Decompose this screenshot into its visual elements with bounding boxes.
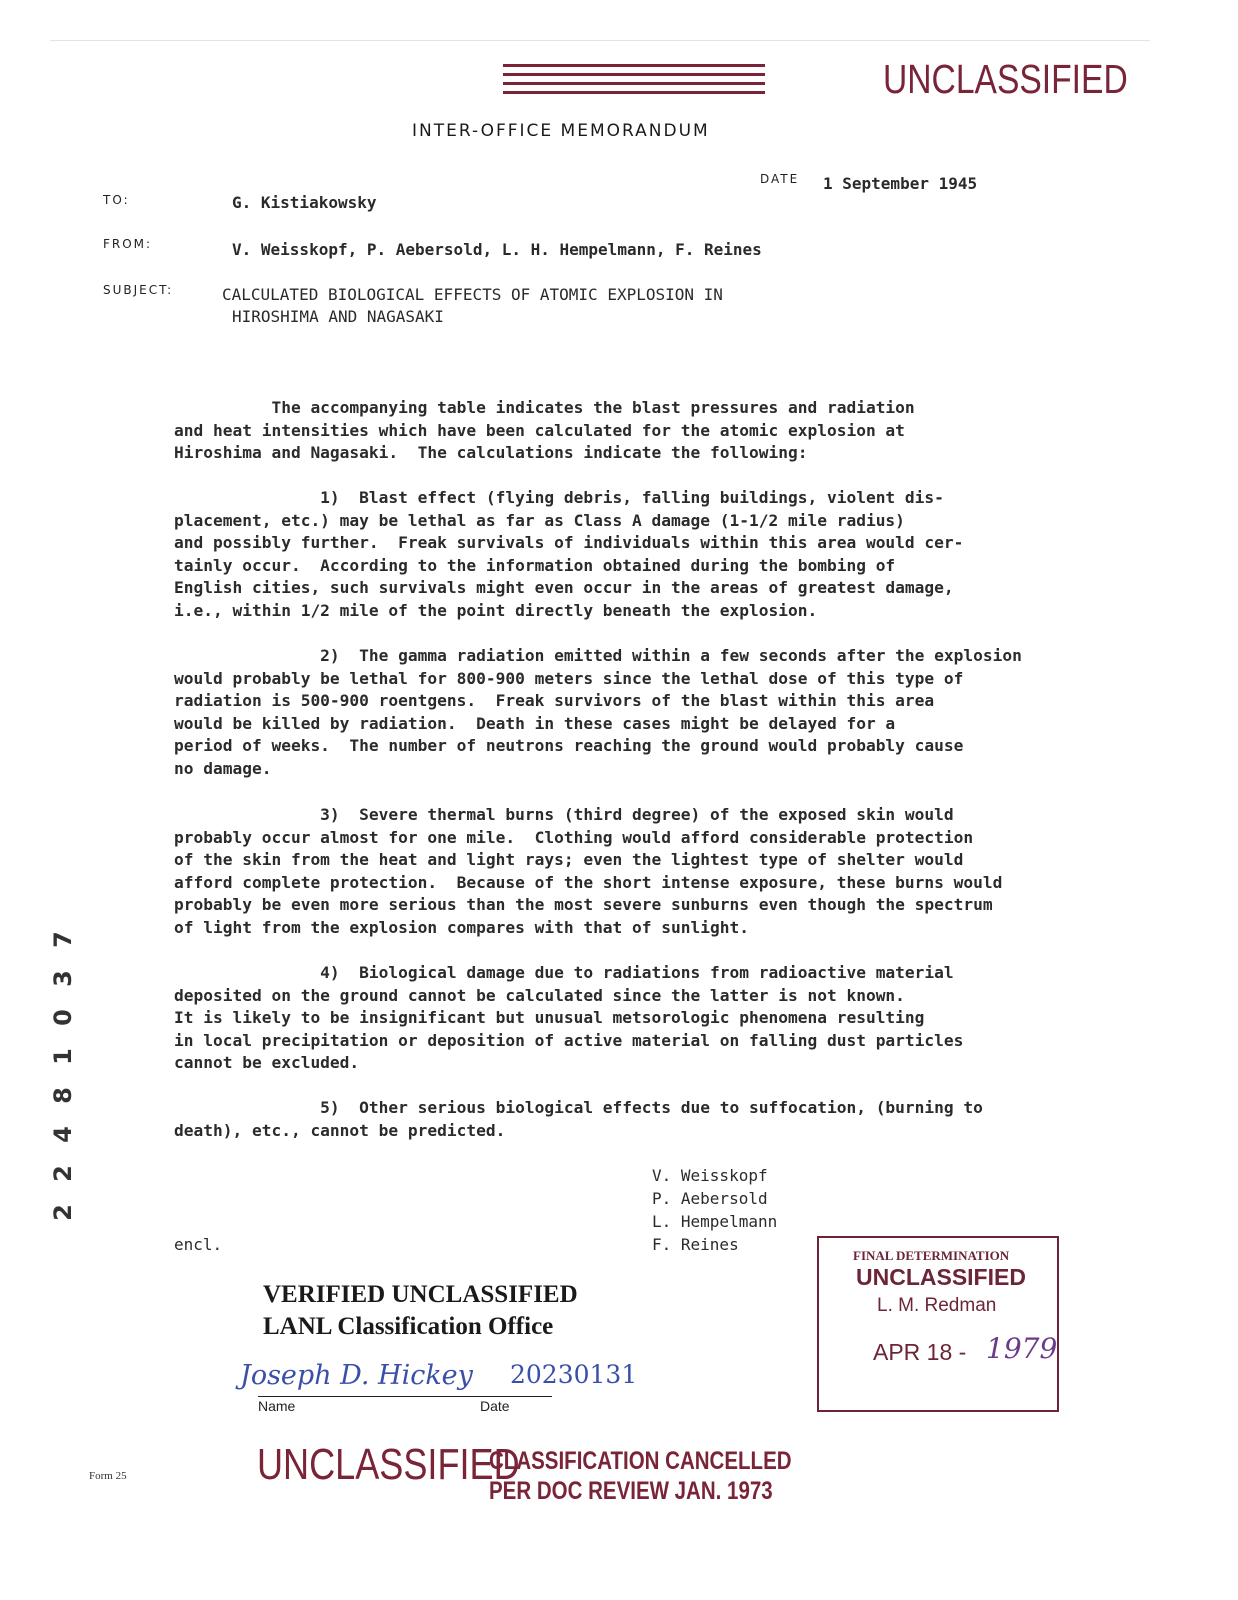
cancellation-line-1: CLASSIFICATION CANCELLED	[489, 1447, 792, 1475]
paragraph-2: 2) The gamma radiation emitted within a few seconds after the explosion would probably be lethal for 800-900 meters since the lethal dose of this type of radiation is 500-900 roentgens. Freak survivors of the blast within this area would be killed by radiation. Death in these cases might be delayed for a period of weeks. The number of neutrons reaching the ground would probably cause no damage.	[174, 646, 1022, 778]
doc-number-digit: 4	[48, 1126, 77, 1143]
doc-number-digit: 3	[48, 970, 77, 987]
name-label: Name	[258, 1398, 296, 1414]
subject-line-2: HIROSHIMA AND NAGASAKI	[232, 307, 444, 326]
enclosure-note: encl.	[174, 1235, 223, 1254]
paragraph-5: 5) Other serious biological effects due to suffocation, (burning to death), etc., cannot be predicted.	[174, 1098, 983, 1140]
cancellation-line-2: PER DOC REVIEW JAN. 1973	[489, 1477, 773, 1505]
doc-number-digit: 1	[48, 1048, 77, 1065]
date-label: DATE	[760, 172, 800, 186]
signature-underline	[258, 1396, 552, 1397]
classification-bars	[503, 64, 765, 100]
doc-number-digit: 7	[48, 931, 77, 948]
top-border-line	[50, 40, 1150, 41]
paragraph-3: 3) Severe thermal burns (third degree) of the exposed skin would probably occur almost for one mile. Clothing would afford considerable protection of the skin from the heat and light rays; even the lightest type of shelter would afford complete protection. Because of the short intense exposure, these burns would probably be even more serious than the most severe sunburns even though the spectrum of light from the explosion compares with that of sunlight.	[174, 805, 1003, 937]
subject-label: SUBJECT:	[103, 283, 174, 297]
handwritten-signature: Joseph D. Hickey	[240, 1360, 473, 1391]
to-value: G. Kistiakowsky	[232, 193, 377, 212]
final-determination-date: APR 18 -	[873, 1339, 967, 1365]
unclassified-stamp-bottom: UNCLASSIFIED	[257, 1440, 520, 1489]
paragraph-1: 1) Blast effect (flying debris, falling buildings, violent dis- placement, etc.) may be lethal as far as Class A damage (1-1/2 mile radius) and possibly further. Freak survivals of individuals within this area would cer- tainly occur. According to the information obtained during the bombing of English cities, such survivals might even occur in the areas of greatest damage, i.e., within 1/2 mile of the point directly beneath the explosion.	[174, 488, 964, 620]
signature-line: V. Weisskopf	[652, 1166, 768, 1185]
unclassified-stamp-top: UNCLASSIFIED	[883, 56, 1128, 102]
subject-line-1: CALCULATED BIOLOGICAL EFFECTS OF ATOMIC EXPLOSION IN	[222, 285, 723, 304]
final-determination-title: FINAL DETERMINATION	[853, 1248, 1010, 1263]
handwritten-date: 20230131	[510, 1360, 638, 1389]
verified-office: LANL Classification Office	[263, 1313, 554, 1340]
verified-block	[263, 1279, 578, 1343]
date-caption: Date	[480, 1398, 510, 1414]
doc-number-digit: 8	[48, 1087, 77, 1104]
from-value: V. Weisskopf, P. Aebersold, L. H. Hempelmann, F. Reines	[232, 240, 762, 259]
signature-line: F. Reines	[652, 1235, 739, 1254]
document-number	[48, 920, 78, 1232]
signature-line: P. Aebersold	[652, 1189, 768, 1208]
final-determination-name: L. M. Redman	[877, 1295, 997, 1316]
doc-number-digit: 0	[48, 1009, 77, 1026]
signature-line: L. Hempelmann	[652, 1212, 778, 1231]
date-value: 1 September 1945	[823, 174, 978, 193]
final-determination-status: UNCLASSIFIED	[856, 1264, 1026, 1290]
final-determination-year: 1979	[986, 1332, 1058, 1365]
intro-paragraph: The accompanying table indicates the blast pressures and radiation and heat intensities which have been calculated for the atomic explosion at Hiroshima and Nagasaki. The calculations indicate the following:	[174, 398, 915, 462]
verified-title: VERIFIED UNCLASSIFIED	[263, 1281, 578, 1308]
memo-title: INTER-OFFICE MEMORANDUM	[412, 121, 710, 141]
paragraph-4: 4) Biological damage due to radiations from radioactive material deposited on the ground cannot be calculated since the latter is not known. It is likely to be insignificant but unusual metsorologic phenomena resulting in local precipitation or deposition of active material on falling dust particles cannot be excluded.	[174, 963, 964, 1072]
signature-block	[652, 1164, 777, 1256]
cancellation-stamp	[489, 1446, 792, 1506]
form-number: Form 25	[89, 1470, 127, 1482]
from-label: FROM:	[103, 237, 153, 251]
to-label: TO:	[103, 193, 130, 207]
doc-number-digit: 2	[48, 1165, 77, 1182]
doc-number-digit: 2	[48, 1204, 77, 1221]
